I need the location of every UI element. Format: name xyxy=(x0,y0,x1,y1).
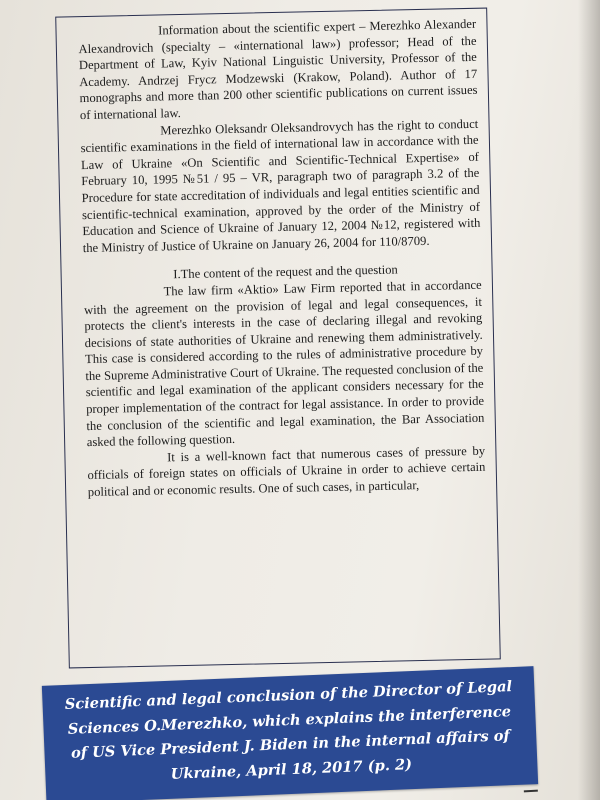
request-paragraph: The law firm «Aktio» Law Firm reported that in accordance with the agreement on the provision of legal and legal consequences, it protects the client's interests in the case of declaring illegal and revoking decisions of state authorities of Ukraine and renewing them administratively. This case is considered according to the rules of administrative procedure by the Supreme Administrative Court of Ukraine. The requested conclusion of the scientific and legal examination of the applicant considers necessary for the proper implementation of the contract for legal assistance. In order to provide the conclusion of the scientific and legal examination, the Bar Association asked the following question. xyxy=(83,277,485,450)
caption-text xyxy=(42,674,538,792)
document-body xyxy=(78,16,486,501)
page-corner-mark xyxy=(524,790,538,799)
expert-rights-paragraph: Merezhko Oleksandr Oleksandrovych has the right to conduct scientific examinations in the field of international law in accordance with the Law of Ukraine «On Scientific and Scientific-Technical Expertise» of February 10, 1995 №51 / 95 – VR, paragraph two of paragraph 3.2 of the Procedure for state accreditation of individuals and legal entities scientific and scientific-technical examination, approved by the order of the Ministry of Education and Science of Ukraine of January 12, 2004 №12, registered with the Ministry of Justice of Ukraine on January 26, 2004 for 110/8709. xyxy=(80,116,481,255)
caption-line-1: Scientific and legal conclusion of the Director of Legal xyxy=(64,678,513,714)
caption-banner xyxy=(42,666,538,800)
caption-line-4: Ukraine, April 18, 2017 (p. 2) xyxy=(170,755,413,783)
page-edge-shadow xyxy=(578,0,600,800)
caption-line-3: of US Vice President J. Biden in the internal affairs of xyxy=(70,727,511,762)
question-paragraph: It is a well-known fact that numerous cases of pressure by officials of foreign states on officials of Ukraine in order to achieve certain political and or economic results. One of such cases, in particular, xyxy=(87,443,486,500)
section-heading: I.The content of the request and the question xyxy=(173,262,398,282)
caption-line-2: Sciences O.Merezhko, which explains the interference xyxy=(67,702,512,738)
expert-info-paragraph: Information about the scientific expert – Merezhko Alexander Alexandrovich (specialty – «international law») professor; Head of the Department of Law, Kyiv National Linguistic University, Professor of the Academy. Andrzej Frycz Modzewski (Krakow, Poland). Author of 17 monographs and more than 200 other scientific publications on current issues of international law. xyxy=(78,16,478,123)
